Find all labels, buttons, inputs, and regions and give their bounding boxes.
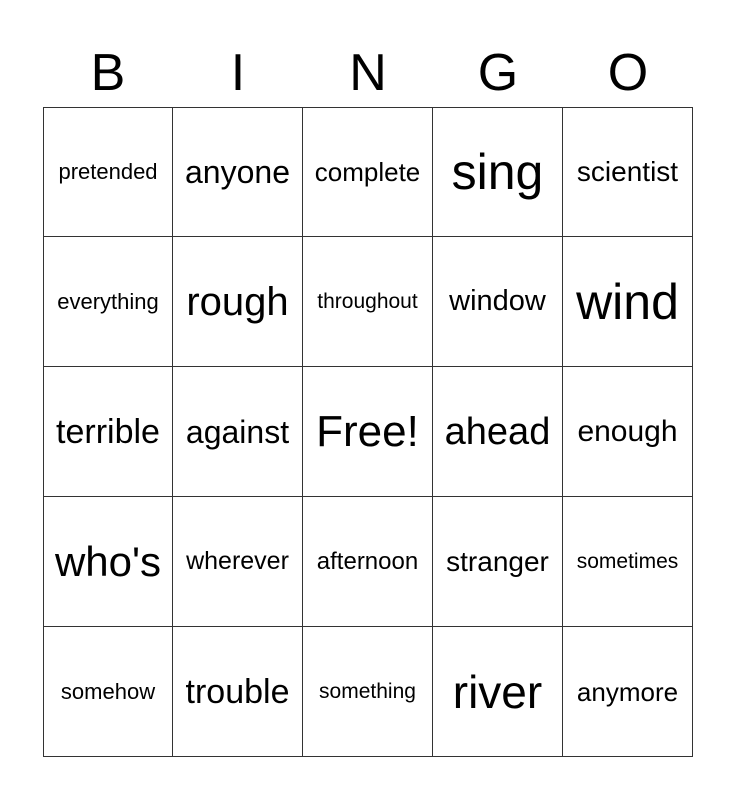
bingo-cell[interactable]: sing <box>433 107 563 237</box>
bingo-cell[interactable]: something <box>303 627 433 757</box>
bingo-cell[interactable]: anymore <box>563 627 693 757</box>
bingo-cell[interactable]: anyone <box>173 107 303 237</box>
bingo-cell[interactable]: enough <box>563 367 693 497</box>
bingo-cell[interactable]: afternoon <box>303 497 433 627</box>
bingo-cell[interactable]: who's <box>43 497 173 627</box>
header-letter-n: N <box>349 44 387 102</box>
bingo-cell[interactable]: wherever <box>173 497 303 627</box>
bingo-cell[interactable]: throughout <box>303 237 433 367</box>
bingo-cell[interactable]: window <box>433 237 563 367</box>
bingo-cell[interactable]: wind <box>563 237 693 367</box>
header-letter-b: B <box>90 44 126 102</box>
header-letter-i: I <box>230 44 246 102</box>
bingo-cell[interactable]: river <box>433 627 563 757</box>
bingo-cell[interactable]: stranger <box>433 497 563 627</box>
bingo-cell[interactable]: everything <box>43 237 173 367</box>
bingo-cell[interactable]: ahead <box>433 367 563 497</box>
bingo-cell[interactable]: trouble <box>173 627 303 757</box>
bingo-board <box>43 107 693 757</box>
header-letter-o: O <box>607 44 649 102</box>
bingo-cell[interactable]: sometimes <box>563 497 693 627</box>
bingo-cell[interactable]: rough <box>173 237 303 367</box>
bingo-cell[interactable]: terrible <box>43 367 173 497</box>
bingo-cell[interactable]: Free! <box>303 367 433 497</box>
bingo-cell[interactable]: pretended <box>43 107 173 237</box>
header-letter-g: G <box>477 44 519 102</box>
bingo-cell[interactable]: scientist <box>563 107 693 237</box>
bingo-cell[interactable]: against <box>173 367 303 497</box>
bingo-header <box>43 40 693 106</box>
bingo-cell[interactable]: complete <box>303 107 433 237</box>
bingo-cell[interactable]: somehow <box>43 627 173 757</box>
